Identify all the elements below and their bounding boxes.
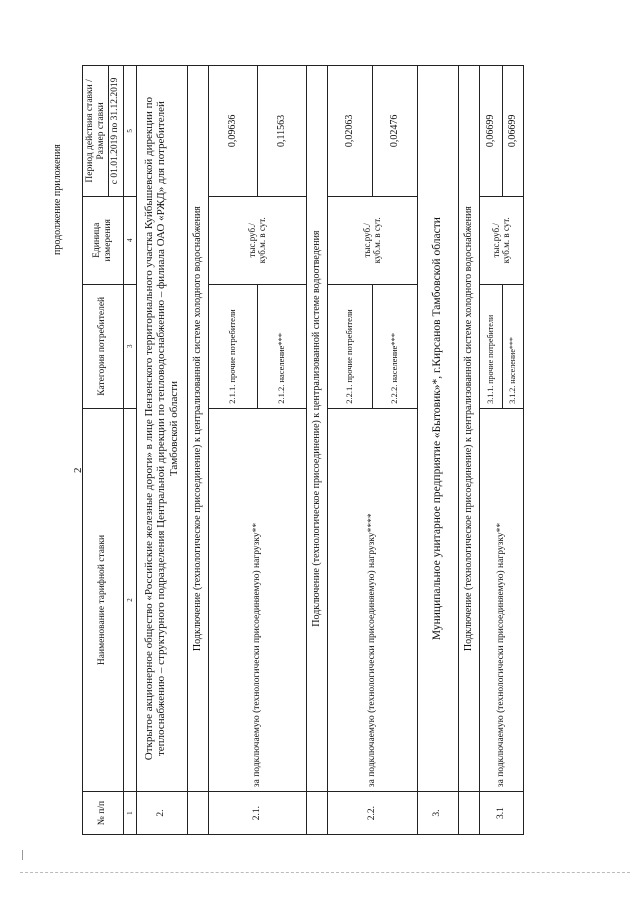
scan-edge-line — [20, 872, 630, 873]
row-3-1-val2: 0,06699 — [502, 66, 523, 197]
row-3-1-name: за подключаемую (технологически присоединяемую) нагрузку** — [479, 408, 523, 791]
index-cell: 2 — [123, 408, 136, 791]
org-row-2 — [136, 66, 187, 835]
section-water3-title: Подключение (технологическое присоединение) к централизованной системе холодного водоснабжения — [458, 66, 479, 792]
row-3-1-cat2: 3.1.2. население*** — [502, 284, 523, 408]
section-sewer-title: Подключение (технологическое присоединение) к централизованной системе водоотведения — [306, 66, 327, 792]
row-2-2-unit — [327, 196, 417, 284]
row-2-2-val2: 0,02476 — [372, 66, 417, 197]
row-2-2-num: 2.2. — [327, 792, 417, 835]
row-2-2-cat2: 2.2.2. население*** — [372, 284, 417, 408]
index-row — [123, 66, 136, 835]
header-name: Наименование тарифной ставки — [83, 408, 124, 791]
section-row — [306, 66, 327, 835]
row-2-2-val1: 0,02063 — [327, 66, 372, 197]
header-period-title: Период действия ставки /Размер ставки — [85, 79, 106, 183]
unit-line: тыс.руб./ — [246, 223, 257, 258]
unit-line: тыс.руб./ — [361, 223, 372, 258]
row-3-1-num: 3.1 — [479, 792, 523, 835]
row-2-1-unit — [208, 196, 306, 284]
section-water-title: Подключение (технологическое присоединение) к централизованной системе холодного водоснабжения — [187, 66, 208, 792]
page-number: 2 — [72, 467, 84, 473]
index-cell: 4 — [123, 196, 136, 284]
index-cell: 5 — [123, 66, 136, 197]
row-3-1a — [479, 66, 502, 835]
row-2-1-val2: 0,11563 — [257, 66, 306, 197]
section-row — [187, 66, 208, 835]
row-2-1-name: за подключаемую (технологически присоединяемую) нагрузку** — [208, 408, 306, 791]
header-row — [83, 66, 124, 835]
org-2-name: Открытое акционерное общество «Российские железные дороги» в лице Пензенского территориального участка Куйбышевской дирекции по теплоснабжению – структурного подразделения Центральной дирекции по тепловодоснабжению – филиала ОАО «РЖД» для потребителей Тамбовской области — [136, 66, 187, 792]
continuation-note: продолжение приложения — [52, 144, 63, 255]
org-2-num: 2. — [136, 792, 187, 835]
header-unit: Единица измерения — [83, 196, 124, 284]
unit-line: куб.м. в сут. — [372, 217, 383, 264]
row-3-1-val1: 0,06699 — [479, 66, 502, 197]
tariff-table — [82, 65, 524, 835]
org-3-name: Муниципальное унитарное предприятие «Бытовик»*, г.Кирсанов Тамбовской области — [417, 66, 458, 792]
index-cell: 1 — [123, 792, 136, 835]
row-2-1-cat1: 2.1.1. прочие потребители — [208, 284, 257, 408]
index-cell: 3 — [123, 284, 136, 408]
org-row-3 — [417, 66, 458, 835]
row-2-1-val1: 0,09636 — [208, 66, 257, 197]
header-category: Категория потребителей — [83, 284, 124, 408]
row-2-2a — [327, 66, 372, 835]
row-3-1-unit — [479, 196, 523, 284]
scan-mark — [22, 850, 23, 860]
unit-line: тыс.руб./ — [490, 223, 501, 258]
header-period-dates: с 01.01.2019 по 31.12.2019 — [108, 66, 121, 196]
unit-line: куб.м. в сут. — [501, 217, 512, 264]
row-2-2-name: за подключаемую (технологически присоединяемую) нагрузку**** — [327, 408, 417, 791]
unit-line: куб.м. в сут. — [257, 217, 268, 264]
section-row — [458, 66, 479, 835]
header-num: № п/п — [83, 792, 124, 835]
row-3-1-cat1: 3.1.1. прочие потребители — [479, 284, 502, 408]
org-3-num: 3. — [417, 792, 458, 835]
header-period — [83, 66, 124, 197]
row-2-1a — [208, 66, 257, 835]
row-2-2-cat1: 2.2.1. прочие потребители — [327, 284, 372, 408]
row-2-1-num: 2.1. — [208, 792, 306, 835]
row-2-1-cat2: 2.1.2. население*** — [257, 284, 306, 408]
